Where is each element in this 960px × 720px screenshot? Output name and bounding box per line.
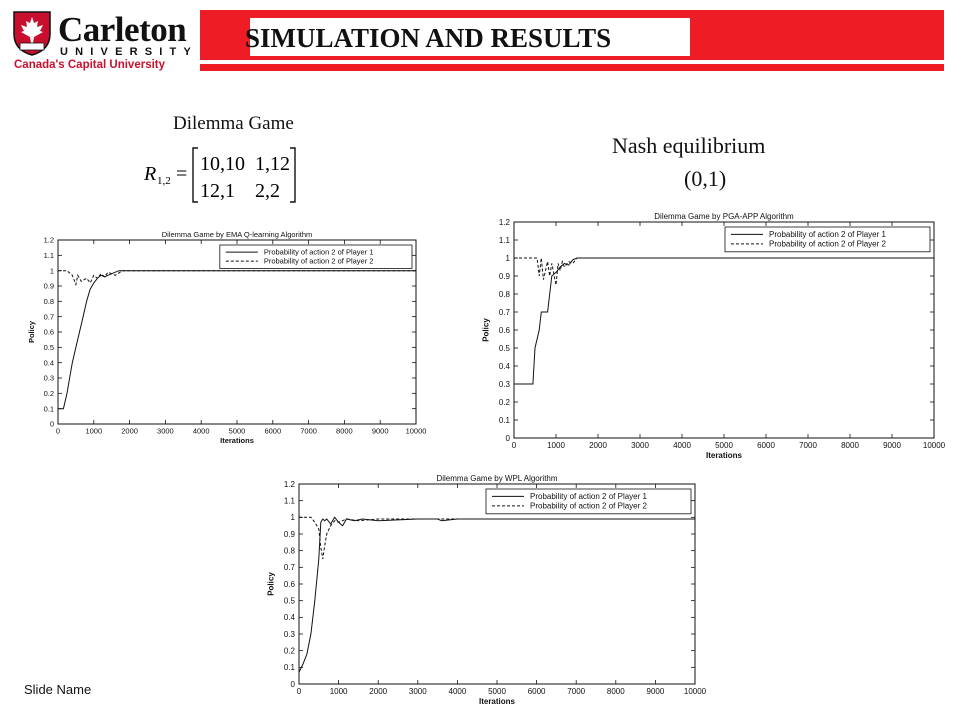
nash-equilibrium-label: Nash equilibrium bbox=[612, 133, 766, 158]
logo-wordmark: Carleton bbox=[58, 10, 187, 49]
x-tick-label: 4000 bbox=[673, 441, 691, 450]
x-tick-label: 4000 bbox=[448, 687, 467, 696]
y-tick-label: 0.2 bbox=[283, 646, 295, 656]
y-tick-label: 1 bbox=[505, 253, 510, 263]
y-tick-label: 0.4 bbox=[498, 361, 510, 371]
chart-ema-qlearning bbox=[16, 228, 436, 446]
y-tick-label: 0.7 bbox=[43, 312, 54, 322]
y-tick-label: 1.1 bbox=[498, 235, 510, 245]
matrix-equals: = bbox=[176, 163, 188, 185]
game-label: Dilemma Game bbox=[173, 113, 294, 134]
x-tick-label: 2000 bbox=[121, 426, 138, 436]
x-tick-label: 5000 bbox=[488, 687, 506, 696]
x-tick-label: 10000 bbox=[405, 426, 427, 436]
x-tick-label: 5000 bbox=[715, 441, 733, 450]
x-tick-label: 2000 bbox=[589, 441, 607, 450]
x-tick-label: 0 bbox=[511, 441, 517, 450]
chart-pga-app bbox=[464, 208, 954, 460]
x-axis-label: Iterations bbox=[705, 451, 743, 460]
x-tick-label: 7000 bbox=[567, 687, 586, 696]
matrix-right-bracket bbox=[290, 148, 295, 202]
x-axis-label: Iterations bbox=[478, 697, 516, 706]
chart-title: Dilemma Game by EMA Q-learning Algorithm bbox=[161, 230, 313, 239]
matrix-subscript: 1,2 bbox=[157, 175, 171, 187]
y-tick-label: 0.3 bbox=[43, 373, 54, 383]
logo-university: UNIVERSITY bbox=[60, 46, 199, 58]
x-tick-label: 7000 bbox=[799, 441, 817, 450]
y-tick-label: 0.6 bbox=[498, 325, 510, 335]
legend-label-1: Probability of action 2 of Player 1 bbox=[769, 229, 886, 239]
legend-label-1: Probability of action 2 of Player 1 bbox=[530, 491, 647, 501]
matrix-left-bracket bbox=[193, 148, 198, 202]
x-tick-label: 8000 bbox=[606, 687, 625, 696]
legend-label-2: Probability of action 2 of Player 2 bbox=[530, 501, 647, 511]
x-tick-label: 3000 bbox=[631, 441, 649, 450]
x-tick-label: 2000 bbox=[369, 687, 388, 696]
x-tick-label: 3000 bbox=[157, 426, 174, 436]
y-tick-label: 1.1 bbox=[43, 250, 54, 260]
y-tick-label: 0 bbox=[505, 433, 510, 443]
y-tick-label: 0.2 bbox=[43, 388, 54, 398]
y-tick-label: 0.1 bbox=[43, 404, 54, 414]
x-tick-label: 1000 bbox=[329, 687, 348, 696]
x-tick-label: 10000 bbox=[683, 687, 707, 696]
y-tick-label: 1 bbox=[290, 513, 295, 523]
header-red-rule bbox=[200, 64, 944, 71]
y-tick-label: 0.9 bbox=[498, 271, 510, 281]
chart-title: Dilemma Game by WPL Algorithm bbox=[436, 474, 558, 483]
x-tick-label: 0 bbox=[55, 426, 61, 436]
x-tick-label: 3000 bbox=[408, 687, 427, 696]
x-tick-label: 6000 bbox=[264, 426, 282, 436]
y-tick-label: 1.2 bbox=[498, 217, 510, 227]
y-tick-label: 0.5 bbox=[498, 343, 510, 353]
legend-label-2: Probability of action 2 of Player 2 bbox=[769, 239, 886, 249]
y-tick-label: 0.2 bbox=[498, 397, 510, 407]
y-tick-label: 0.8 bbox=[43, 296, 54, 306]
x-tick-label: 0 bbox=[296, 687, 302, 696]
y-tick-label: 0.4 bbox=[43, 358, 54, 368]
plot-area bbox=[514, 222, 934, 438]
y-tick-label: 0.3 bbox=[498, 379, 510, 389]
y-tick-label: 0.1 bbox=[283, 663, 295, 673]
y-tick-label: 0.5 bbox=[283, 596, 295, 606]
payoff-matrix bbox=[140, 142, 300, 206]
y-tick-label: 0.5 bbox=[43, 342, 54, 352]
y-tick-label: 0.7 bbox=[283, 563, 295, 573]
slide-name: Slide Name bbox=[24, 682, 92, 697]
y-axis-label: Policy bbox=[27, 320, 36, 344]
matrix-cell-21: 12,1 bbox=[200, 180, 235, 202]
y-axis-label: Policy bbox=[481, 318, 491, 342]
nash-equilibrium-value: (0,1) bbox=[684, 166, 727, 191]
matrix-cell-12: 1,12 bbox=[255, 153, 290, 175]
matrix-cell-22: 2,2 bbox=[255, 180, 280, 202]
x-tick-label: 1000 bbox=[547, 441, 565, 450]
x-tick-label: 9000 bbox=[371, 426, 389, 436]
y-tick-label: 0.8 bbox=[498, 289, 510, 299]
y-tick-label: 0.9 bbox=[283, 529, 295, 539]
x-tick-label: 8000 bbox=[336, 426, 353, 436]
y-tick-label: 0.3 bbox=[283, 629, 295, 639]
x-tick-label: 6000 bbox=[527, 687, 546, 696]
matrix-cell-11: 10,10 bbox=[200, 153, 245, 175]
chart-title: Dilemma Game by PGA-APP Algorithm bbox=[654, 212, 794, 221]
x-tick-label: 10000 bbox=[922, 441, 946, 450]
y-tick-label: 0.6 bbox=[283, 579, 295, 589]
y-tick-label: 0 bbox=[49, 419, 54, 429]
y-tick-label: 1.2 bbox=[43, 235, 54, 245]
x-axis-label: Iterations bbox=[220, 436, 254, 445]
maple-leaf-shield-icon bbox=[12, 10, 52, 56]
x-tick-label: 9000 bbox=[883, 441, 901, 450]
y-tick-label: 0.4 bbox=[283, 613, 295, 623]
y-tick-label: 0.8 bbox=[283, 546, 295, 556]
x-tick-label: 1000 bbox=[85, 426, 103, 436]
legend-label-2: Probability of action 2 of Player 2 bbox=[263, 256, 374, 266]
logo-tagline: Canada's Capital University bbox=[14, 59, 166, 71]
y-tick-label: 0.7 bbox=[498, 307, 510, 317]
page-title: SIMULATION AND RESULTS bbox=[245, 23, 612, 53]
carleton-logo bbox=[12, 8, 199, 76]
y-axis-label: Policy bbox=[266, 572, 276, 596]
x-tick-label: 7000 bbox=[300, 426, 317, 436]
x-tick-label: 6000 bbox=[757, 441, 775, 450]
y-tick-label: 1 bbox=[49, 266, 54, 276]
chart-wpl bbox=[255, 470, 715, 706]
x-tick-label: 8000 bbox=[841, 441, 859, 450]
matrix-symbol: R bbox=[144, 163, 157, 185]
y-tick-label: 1.1 bbox=[283, 496, 295, 506]
y-tick-label: 0 bbox=[290, 679, 295, 689]
x-tick-label: 9000 bbox=[646, 687, 665, 696]
x-tick-label: 5000 bbox=[228, 426, 246, 436]
y-tick-label: 0.6 bbox=[43, 327, 54, 337]
legend-label-1: Probability of action 2 of Player 1 bbox=[263, 247, 374, 257]
y-tick-label: 0.9 bbox=[43, 281, 54, 291]
y-tick-label: 0.1 bbox=[498, 415, 510, 425]
y-tick-label: 1.2 bbox=[283, 479, 295, 489]
x-tick-label: 4000 bbox=[192, 426, 210, 436]
